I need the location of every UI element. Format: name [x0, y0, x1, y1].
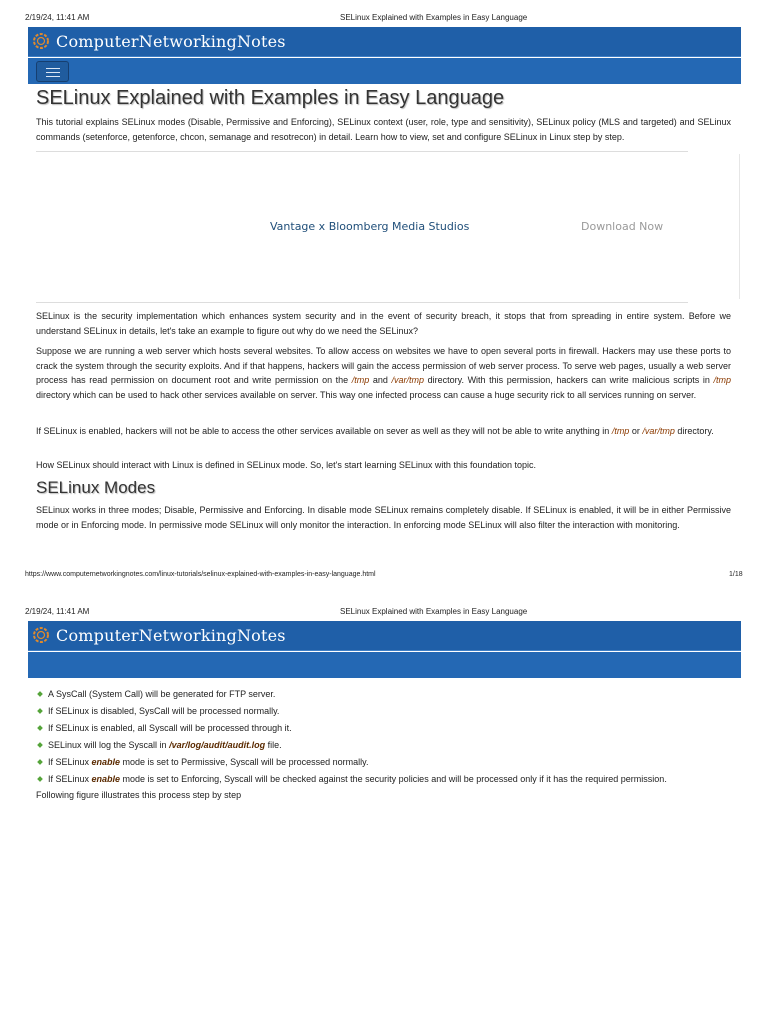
bullet-icon	[37, 708, 43, 714]
ad-border	[739, 154, 740, 299]
list-item	[38, 705, 738, 722]
text: directory.	[674, 426, 714, 436]
ad-sponsor-link[interactable]: Vantage x Bloomberg Media Studios	[270, 220, 470, 233]
site-logo-icon[interactable]	[31, 625, 51, 645]
print-date: 2/19/24, 11:41 AM	[25, 13, 90, 22]
hamburger-line	[46, 76, 60, 77]
hamburger-line	[46, 72, 60, 73]
footer-url: https://www.computernetworkingnotes.com/linux-tutorials/selinux-explained-with-examples-in-easy-language.html	[25, 571, 376, 578]
paragraph-2	[36, 344, 731, 402]
list-item	[38, 756, 738, 773]
text: directory. With this permission, hackers can write malicious scripts in	[424, 375, 714, 386]
list-item-text: If SELinux	[48, 757, 92, 767]
text: If SELinux is enabled, hackers will not be able to access the other services available on sever as well as they will not be able to write anything in	[36, 426, 612, 436]
section-title: SELinux Modes	[36, 478, 156, 497]
list-item-text: mode is set to Permissive, Syscall will be processed normally.	[120, 757, 369, 767]
list-item-text: file.	[265, 740, 282, 750]
list-item	[38, 739, 738, 756]
list-item-text: SELinux will log the Syscall in	[48, 740, 170, 750]
path-var-tmp: /var/tmp	[642, 426, 675, 436]
text: directory which can be used to hack other services available on server. This way one infected process can cause a huge security rick to all services running on server.	[36, 389, 697, 400]
list-item-text: mode is set to Enforcing, Syscall will be checked against the security policies and will be processed only if it has the required permission.	[120, 774, 667, 784]
figure-caption: Following figure illustrates this process step by step	[36, 790, 242, 800]
intro-paragraph: This tutorial explains SELinux modes (Disable, Permissive and Enforcing), SELinux context (user, role, type and sensitivity), SELinux policy (MLS and targeted) and SELinux commands (setenforce, getenforce, chcon, semanage and resotrecon) in detail. Learn how to view, set and configure SELinux in Linux step by step.	[36, 117, 731, 142]
site-logo-icon[interactable]	[31, 31, 51, 51]
site-name[interactable]: ComputerNetworkingNotes	[56, 626, 286, 645]
bullet-icon	[37, 725, 43, 731]
site-header	[28, 621, 741, 651]
text: Suppose we are running a web server which hosts several websites. To allow access on websites we have to open several ports in firewall. Hackers may use these ports to crack the system through the security exploits. And if that happens, hackers will gain the access permission of web server process. To serve web pages, usually a web server process has read permission on document root and write permission on the	[36, 346, 731, 386]
paragraph-4: How SELinux should interact with Linux is defined in SELinux mode. So, let's start learning SELinux with this foundation topic.	[36, 460, 536, 470]
site-header	[28, 27, 741, 57]
bullet-icon	[37, 759, 43, 765]
bullet-list	[38, 688, 738, 790]
hamburger-menu-button[interactable]	[36, 61, 69, 82]
bullet-icon	[37, 776, 43, 782]
emphasis: enable	[91, 774, 121, 784]
print-date: 2/19/24, 11:41 AM	[25, 607, 90, 616]
list-item	[38, 688, 738, 705]
list-item-text: If SELinux is enabled, all Syscall will be processed through it.	[48, 723, 292, 733]
list-item	[38, 773, 738, 790]
nav-bar	[28, 58, 741, 84]
print-title: SELinux Explained with Examples in Easy Language	[340, 13, 528, 22]
print-title: SELinux Explained with Examples in Easy Language	[340, 607, 528, 616]
list-item-text: A SysCall (System Call) will be generated for FTP server.	[48, 689, 276, 699]
print-header	[0, 607, 768, 621]
paragraph-5: SELinux works in three modes; Disable, Permissive and Enforcing. In disable mode SELinux remains completely disable. If SELinux is enabled, it will be in either Permissive mode or in Enforcing mode. In permissive mode SELinux will only monitor the interaction. In enforcing mode SELinux will also filter the interaction with monitoring.	[36, 505, 731, 530]
text: or	[629, 426, 643, 436]
bullet-icon	[37, 742, 43, 748]
emphasis: enable	[91, 757, 121, 767]
nav-bar	[28, 652, 741, 678]
bullet-icon	[37, 691, 43, 697]
divider	[36, 302, 688, 303]
audit-log-path: /var/log/audit/audit.log	[169, 740, 266, 750]
path-tmp: /tmp	[351, 375, 370, 386]
paragraph-1: SELinux is the security implementation which enhances system security and in the event of security breach, it stops that from spreading in entire system. Before we understand SELinux in details, let's take an example to figure out why do we need the SELinux?	[36, 311, 731, 336]
site-name[interactable]: ComputerNetworkingNotes	[56, 32, 286, 51]
path-tmp: /tmp	[713, 375, 731, 386]
list-item-text: If SELinux is disabled, SysCall will be processed normally.	[48, 706, 280, 716]
print-header	[0, 13, 768, 27]
list-item	[38, 722, 738, 739]
ad-download-button[interactable]: Download Now	[581, 220, 664, 233]
paragraph-3	[36, 424, 731, 439]
list-item-text: If SELinux	[48, 774, 92, 784]
path-tmp: /tmp	[611, 426, 630, 436]
article-title: SELinux Explained with Examples in Easy Language	[36, 87, 505, 109]
hamburger-line	[46, 68, 60, 69]
path-var-tmp: /var/tmp	[391, 375, 425, 386]
text: and	[369, 375, 392, 386]
footer-page-number: 1/18	[729, 571, 743, 578]
